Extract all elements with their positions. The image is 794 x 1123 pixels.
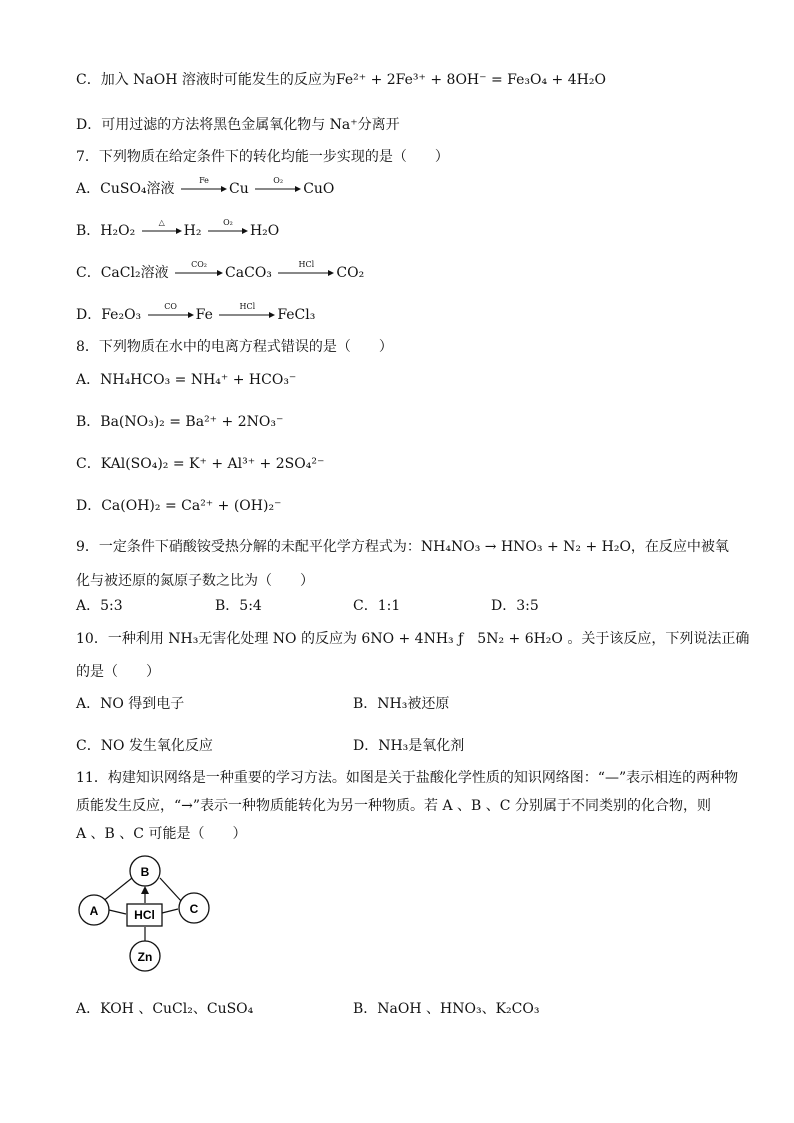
substance: H₂ <box>183 223 202 239</box>
arrow-condition: O₂ <box>273 176 284 185</box>
substance: CO₂ <box>336 265 365 281</box>
option-label: D． <box>76 307 102 323</box>
substance: Fe <box>195 307 213 323</box>
node-c-label: C <box>189 902 199 916</box>
arrow-condition: Fe <box>199 176 209 185</box>
reaction-arrow <box>142 218 182 235</box>
q6-option-c-text: C．加入 NaOH 溶液时可能发生的反应为 <box>76 72 336 88</box>
node-a-label: A <box>89 904 99 918</box>
reaction-arrow <box>219 302 275 319</box>
q10-option-b: B．NH₃被还原 <box>353 696 450 712</box>
q10-option-d: D．NH₃是氧化剂 <box>353 738 465 754</box>
arrow-condition: HCl <box>239 302 256 311</box>
arrow-condition: O₂ <box>223 218 233 227</box>
edge-a-hcl <box>109 910 126 914</box>
substance: CaCl₂溶液 <box>100 265 169 281</box>
edge-b-c <box>160 878 182 902</box>
node-hcl-label: HCl <box>134 908 155 922</box>
reaction-arrow <box>175 260 223 277</box>
q11-stem-line1: 11．构建知识网络是一种重要的学习方法。如图是关于盐酸化学性质的知识网络图：“—”表示相连的两种物 <box>76 770 739 786</box>
node-b-label: B <box>140 865 150 879</box>
substance: H₂O <box>249 223 280 239</box>
q7-option-b <box>76 218 280 241</box>
q7-option-d <box>76 302 316 325</box>
q9-stem-line1: 9．一定条件下硝酸铵受热分解的未配平化学方程式为：NH₄NO₃ → HNO₃ + N₂ + H₂O，在反应中被氧 <box>76 539 729 555</box>
substance: CuO <box>303 181 335 197</box>
arrow-condition: CO <box>164 302 177 311</box>
q11-option-b: B．NaOH 、HNO₃、K₂CO₃ <box>353 1001 540 1017</box>
substance: Cu <box>229 181 249 197</box>
edge-a-b <box>102 878 132 902</box>
q7-stem: 7．下列物质在给定条件下的转化均能一步实现的是（ ） <box>76 149 449 165</box>
q9-option-b: B．5:4 <box>215 598 262 614</box>
q10-stem-line1: 10．一种利用 NH₃无害化处理 NO 的反应为 6NO + 4NH₃ ƒ 5N₂ + 6H₂O 。关于该反应，下列说法正确 <box>76 631 750 647</box>
substance: CuSO₄溶液 <box>100 181 175 197</box>
reaction-arrow <box>181 176 227 193</box>
q6-option-c <box>76 70 606 90</box>
q9-option-d: D．3:5 <box>491 598 539 614</box>
edge-hcl-c <box>162 909 178 913</box>
arrow-head <box>141 886 149 894</box>
q11-stem-line2: 质能发生反应，“→”表示一种物质能转化为另一种物质。若 A 、B 、C 分别属于不同类别的化合物，则 <box>76 798 711 814</box>
reaction-arrow <box>148 302 194 319</box>
reaction-arrow <box>208 218 248 235</box>
q8-option-c: C．KAl(SO₄)₂ = K⁺ + Al³⁺ + 2SO₄²⁻ <box>76 456 325 472</box>
q7-option-c <box>76 260 365 283</box>
substance: CaCO₃ <box>225 265 272 281</box>
option-label: B． <box>76 223 101 239</box>
knowledge-network-diagram <box>76 852 226 981</box>
option-label: A． <box>76 181 101 197</box>
arrow-condition: HCl <box>298 260 315 269</box>
q6-option-c-equation: Fe²⁺ + 2Fe³⁺ + 8OH⁻ = Fe₃O₄ + 4H₂O <box>335 72 606 88</box>
q9-option-a: A．5:3 <box>76 598 123 614</box>
q11-stem-line3: A 、B 、C 可能是（ ） <box>76 826 247 842</box>
substance: Fe₂O₃ <box>101 307 142 323</box>
q8-option-a: A．NH₄HCO₃ = NH₄⁺ + HCO₃⁻ <box>76 372 297 388</box>
q8-option-d: D．Ca(OH)₂ = Ca²⁺ + (OH)₂⁻ <box>76 498 282 514</box>
arrow-condition: CO₂ <box>191 260 207 269</box>
q10-option-c: C．NO 发生氧化反应 <box>76 738 213 754</box>
q10-stem-line2: 的是（ ） <box>76 664 160 680</box>
reaction-arrow <box>278 260 334 277</box>
arrow-condition: △ <box>158 218 165 227</box>
q6-option-d: D．可用过滤的方法将黑色金属氧化物与 Na⁺分离开 <box>76 117 400 133</box>
q9-option-c: C．1:1 <box>353 598 401 614</box>
reaction-arrow <box>255 176 301 193</box>
node-zn-label: Zn <box>137 950 153 964</box>
substance: H₂O₂ <box>100 223 136 239</box>
q10-option-a: A．NO 得到电子 <box>76 696 185 712</box>
substance: FeCl₃ <box>277 307 316 323</box>
q8-stem: 8．下列物质在水中的电离方程式错误的是（ ） <box>76 339 393 355</box>
q11-option-a: A．KOH 、CuCl₂、CuSO₄ <box>76 1001 254 1017</box>
q8-option-b: B．Ba(NO₃)₂ = Ba²⁺ + 2NO₃⁻ <box>76 414 284 430</box>
q7-option-a <box>76 176 335 199</box>
q9-stem-line2: 化与被还原的氮原子数之比为（ ） <box>76 573 314 589</box>
option-label: C． <box>76 265 101 281</box>
